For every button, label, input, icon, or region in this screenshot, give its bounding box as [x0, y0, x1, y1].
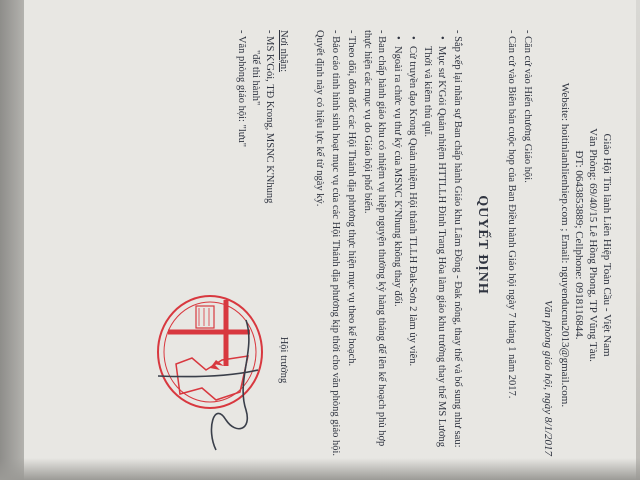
- intro-line: - Sắp xếp lại nhân sự Ban chấp hành Giáo khu Lâm Đồng - Đak nông, thay thế và bổ sung như sau:: [452, 30, 463, 448]
- seal-icon: [146, 260, 276, 460]
- org-phone: ĐT: 0643853889; Cellphone: 0918116844.: [573, 150, 585, 340]
- list-item: • Cử truyền đạo Krong Quản nhiệm Hội thánh TLLH Đak-Sơn 2 làm ủy viên.: [405, 30, 419, 460]
- decision-body: [312, 30, 464, 460]
- seal-and-signature: [146, 260, 276, 460]
- basis-line: - Căn cứ vào Biên bản cuộc họp của Ban Điều hành Giáo hội ngày 7 tháng 1 năm 2017.: [506, 30, 517, 399]
- footer-area: [146, 30, 290, 460]
- recipient-line: - Văn phòng giáo hội: "lưu": [236, 30, 247, 148]
- org-address: Văn Phòng: 69/40/15 Lê Hồng Phong, TP Vũng Tàu.: [587, 128, 599, 362]
- effective-line: Quyết định này có hiệu lực kể từ ngày ký.: [314, 30, 325, 207]
- recipients-heading: Nơi nhận:: [278, 30, 289, 73]
- recipients-block: [146, 30, 290, 260]
- legal-bases: [504, 30, 534, 460]
- letterhead: [558, 30, 614, 460]
- issue-date: Văn phòng giáo hội, ngày 8/1/2017: [542, 300, 554, 456]
- recipient-line: "để thi hành": [250, 50, 261, 106]
- signature-block: [146, 260, 290, 460]
- duty-line: - Báo cáo tình hình sinh hoạt mục vụ của các Hội Thánh địa phương kịp thời cho văn phòng giáo hội.: [330, 30, 341, 457]
- duty-line: - Theo dõi, đôn đốc các Hội Thánh địa phương thực hiện mục vụ theo kế hoạch.: [346, 30, 357, 367]
- page-title: QUYẾT ĐỊNH: [475, 195, 490, 295]
- signer-role: Hội trưởng: [278, 336, 289, 384]
- bottom-shadow: [0, 458, 640, 480]
- duty-line: - Ban chấp hành giáo khu có nhiệm vụ hiệp nguyện thường kỳ hàng tháng để lên kế hoạch phù hợp thực hiện các mục vụ do Giáo hội phổ biến.: [362, 30, 387, 447]
- decision-document: [24, 0, 636, 480]
- list-item: • Ngoài ra chức vụ thư ký của MSNC K'Nhung không thay đổi.: [390, 30, 404, 460]
- list-item: • Mục sư K'Gói Quản nhiệm HTTLLH Đinh Trang Hòa làm giáo khu trưởng thay thế MS Lương Thới và kiêm thủ quĩ.: [420, 30, 448, 460]
- org-name: Giáo Hội Tin lành Liên Hiệp Toàn Cầu - Việt Nam: [601, 133, 613, 357]
- org-website: Website: hoitinlanhlienhiep.com ; Email: nguyenducnu2013@gmail.com.: [559, 82, 571, 408]
- recipient-line: - MS K'Gói, TĐ Krong, MSNC K'Nhung: [264, 30, 275, 204]
- basis-line: - Căn cứ vào Hiến chương Giáo hội.: [522, 30, 533, 183]
